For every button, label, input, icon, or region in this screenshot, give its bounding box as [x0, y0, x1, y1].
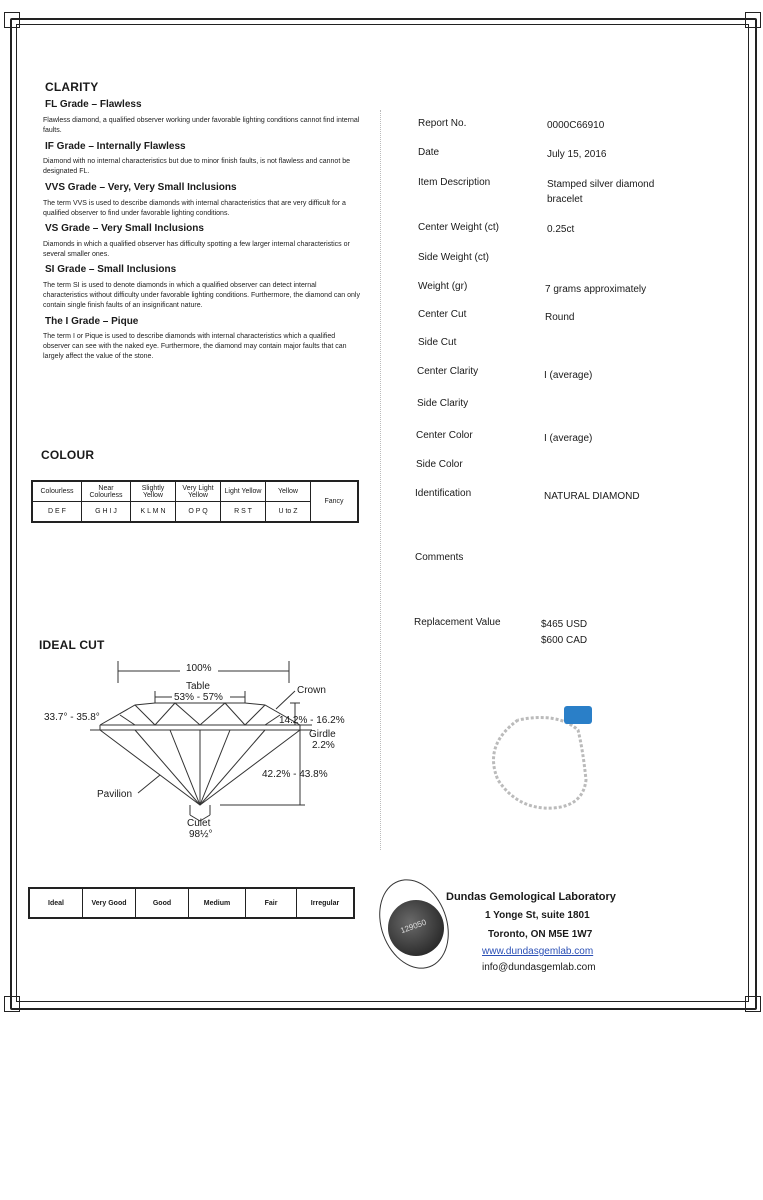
- corner-ornament: [4, 12, 20, 28]
- colour-scale-table: [31, 480, 359, 523]
- report-label: Center Cut: [418, 309, 467, 320]
- clarity-grade-heading: IF Grade – Internally Flawless: [45, 141, 186, 152]
- colour-cell-letters: R S T: [221, 502, 266, 523]
- colour-cell-letters: K L M N: [131, 502, 176, 523]
- pavilion-depth-label: 42.2% - 43.8%: [262, 769, 328, 780]
- clarity-grade-description: Diamonds in which a qualified observer has difficulty spotting a few larger internal characteristics or several smaller ones.: [43, 241, 350, 258]
- report-value: Stamped silver diamond bracelet: [547, 179, 655, 205]
- report-value: 7 grams approximately: [545, 284, 647, 295]
- report-value: 0.25ct: [547, 224, 575, 235]
- total-width-label: 100%: [186, 663, 212, 674]
- colour-cell-letters: G H I J: [82, 502, 131, 523]
- crown-angle-label: 33.7° - 35.8°: [44, 712, 100, 723]
- girdle-value-label: 2.2%: [312, 740, 335, 751]
- report-label: Center Color: [416, 430, 473, 441]
- replacement-value-cad: $600 CAD: [541, 635, 588, 646]
- report-value: Round: [545, 312, 575, 323]
- clarity-grade-description: The term VVS is used to describe diamonds with internal characteristics that are very difficult for a qualified observer to find under favorable lighting conditions.: [43, 200, 346, 217]
- colour-cell-letters: O P Q: [176, 502, 221, 523]
- cut-grade-cell: Fair: [246, 888, 297, 918]
- colour-cell-name: Fancy: [311, 481, 359, 522]
- clarity-grade-heading: VS Grade – Very Small Inclusions: [45, 223, 204, 234]
- cut-grade-cell: Good: [136, 888, 189, 918]
- crown-height-label: 14.2% - 16.2%: [279, 715, 345, 726]
- cut-grade-cell: Ideal: [29, 888, 83, 918]
- clarity-grade-description: The term SI is used to denote diamonds in which a qualified observer can detect internal characteristics without difficulty under favorable lighting conditions. Furthermore, the diamond can only contain single finish faults of an insignificant nature.: [43, 282, 360, 309]
- report-label: Replacement Value: [414, 617, 501, 628]
- clarity-grade-heading: SI Grade – Small Inclusions: [45, 264, 177, 275]
- corner-ornament: [745, 12, 761, 28]
- lab-address-line1: 1 Yonge St, suite 1801: [485, 910, 590, 921]
- report-value: July 15, 2016: [547, 149, 607, 160]
- cut-grade-cell: Irregular: [297, 888, 355, 918]
- price-tag: [564, 706, 592, 724]
- cut-grade-cell: Medium: [189, 888, 246, 918]
- clarity-grade-description: The term I or Pique is used to describe diamonds with internal characteristics which a qualified observer can see with the naked eye. Furthermore, the diamond may contain major faults that can largely affect the value of the stone.: [43, 333, 347, 360]
- colour-cell-name: Very Light Yellow: [176, 481, 221, 502]
- report-label: Side Weight (ct): [418, 252, 489, 263]
- report-value: I (average): [544, 433, 593, 444]
- colour-cell-name: Yellow: [266, 481, 311, 502]
- colour-cell-letters: D E F: [32, 502, 82, 523]
- clarity-grade-heading: VVS Grade – Very, Very Small Inclusions: [45, 182, 237, 193]
- report-label: Center Weight (ct): [418, 222, 499, 233]
- report-value: I (average): [544, 370, 593, 381]
- report-value: NATURAL DIAMOND: [544, 491, 640, 502]
- security-seal-hologram: [388, 900, 444, 956]
- report-value: $465 USD: [541, 619, 588, 630]
- lab-address-line2: Toronto, ON M5E 1W7: [488, 929, 593, 940]
- corner-ornament: [745, 996, 761, 1012]
- colour-cell-name: Light Yellow: [221, 481, 266, 502]
- report-label: Side Cut: [418, 337, 457, 348]
- colour-cell-letters: U to Z: [266, 502, 311, 523]
- pavilion-label: Pavilion: [97, 789, 133, 800]
- colour-title: COLOUR: [41, 448, 95, 462]
- report-label: Report No.: [418, 118, 467, 129]
- culet-label: Culet: [187, 818, 211, 829]
- lab-website-link[interactable]: www.dundasgemlab.com: [482, 946, 594, 957]
- lab-name: Dundas Gemological Laboratory: [446, 891, 616, 903]
- girdle-label: Girdle: [309, 729, 336, 740]
- clarity-grade-description: Flawless diamond, a qualified observer working under favorable lighting conditions cannot find internal faults.: [43, 117, 360, 134]
- report-label: Identification: [415, 488, 472, 499]
- clarity-grade-heading: The I Grade – Pique: [45, 316, 139, 327]
- table-range-label: 53% - 57%: [174, 692, 223, 703]
- colour-cell-name: Near Colourless: [82, 481, 131, 502]
- report-label: Center Clarity: [417, 366, 479, 377]
- table-label: Table: [186, 681, 210, 692]
- colour-cell-name: Colourless: [32, 481, 82, 502]
- report-label: Side Color: [416, 459, 463, 470]
- report-label: Weight (gr): [418, 281, 468, 292]
- culet-value-label: 98½°: [189, 829, 213, 840]
- cut-grade-table: [28, 887, 355, 919]
- colour-cell-name: Slightly Yellow: [131, 481, 176, 502]
- report-label: Comments: [415, 552, 464, 563]
- report-label: Side Clarity: [417, 398, 469, 409]
- clarity-grade-heading: FL Grade – Flawless: [45, 99, 142, 110]
- clarity-grade-description: Diamond with no internal characteristics but due to minor finish faults, is not flawless and cannot be designated FL.: [43, 158, 350, 175]
- report-value: 0000C66910: [547, 120, 605, 131]
- report-label: Item Description: [418, 177, 491, 188]
- column-divider: [380, 110, 382, 850]
- ideal-cut-title: IDEAL CUT: [39, 638, 105, 652]
- clarity-title: CLARITY: [45, 80, 99, 94]
- lab-email: info@dundasgemlab.com: [482, 962, 596, 973]
- bracelet-photo: [478, 700, 628, 820]
- cut-grade-cell: Very Good: [83, 888, 136, 918]
- report-label: Date: [418, 147, 440, 158]
- corner-ornament: [4, 996, 20, 1012]
- seal-number: 129050: [399, 917, 428, 936]
- crown-label: Crown: [297, 685, 326, 696]
